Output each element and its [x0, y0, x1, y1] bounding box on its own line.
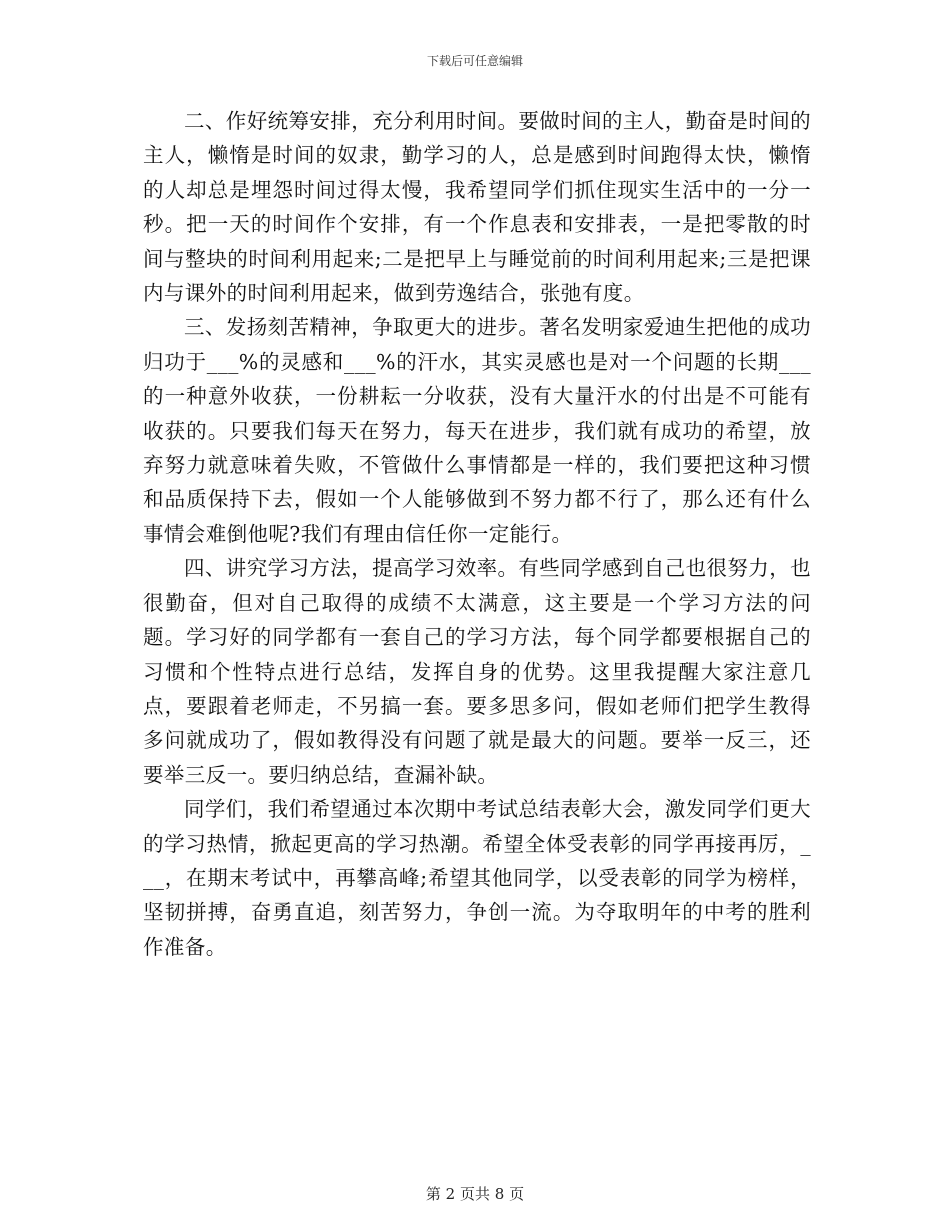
page-number-footer: 第 2 页共 8 页	[425, 1185, 525, 1203]
document-body	[143, 104, 811, 964]
paragraph-section-four: 四、讲究学习方法，提高学习效率。有些同学感到自己也很努力，也很勤奋，但对自己取得的成绩不太满意，这主要是一个学习方法的问题。学习好的同学都有一套自己的学习方法，每个同学都要根据自己的习惯和个性特点进行总结，发挥自身的优势。这里我提醒大家注意几点，要跟着老师走，不另搞一套。要多思多问，假如老师们把学生教得多问就成功了，假如教得没有问题了就是最大的问题。要举一反三，还要举三反一。要归纳总结，查漏补缺。	[143, 556, 811, 787]
paragraph-closing: 同学们，我们希望通过本次期中考试总结表彰大会，激发同学们更大的学习热情，掀起更高的学习热潮。希望全体受表彰的同学再接再厉，___，在期末考试中，再攀高峰;希望其他同学，以受表彰的同学为榜样，坚韧拼搏，奋勇直追，刻苦努力，争创一流。为夺取明年的中考的胜利作准备。	[143, 797, 811, 959]
page-header: 下载后可任意编辑	[426, 54, 523, 68]
paragraph-section-three: 三、发扬刻苦精神，争取更大的进步。著名发明家爱迪生把他的成功归功于___%的灵感和___%的汗水，其实灵感也是对一个问题的长期___的一种意外收获，一份耕耘一分收获，没有大量汗水的付出是不可能有收获的。只要我们每天在努力，每天在进步，我们就有成功的希望，放弃努力就意味着失败，不管做什么事情都是一样的，我们要把这种习惯和品质保持下去，假如一个人能够做到不努力都不行了，那么还有什么事情会难倒他呢?我们有理由信任你一定能行。	[143, 315, 811, 546]
paragraph-section-two: 二、作好统筹安排，充分利用时间。要做时间的主人，勤奋是时间的主人，懒惰是时间的奴隶，勤学习的人，总是感到时间跑得太快，懒惰的人却总是埋怨时间过得太慢，我希望同学们抓住现实生活中的一分一秒。把一天的时间作个安排，有一个作息表和安排表，一是把零散的时间与整块的时间利用起来;二是把早上与睡觉前的时间利用起来;三是把课内与课外的时间利用起来，做到劳逸结合，张弛有度。	[143, 109, 811, 306]
